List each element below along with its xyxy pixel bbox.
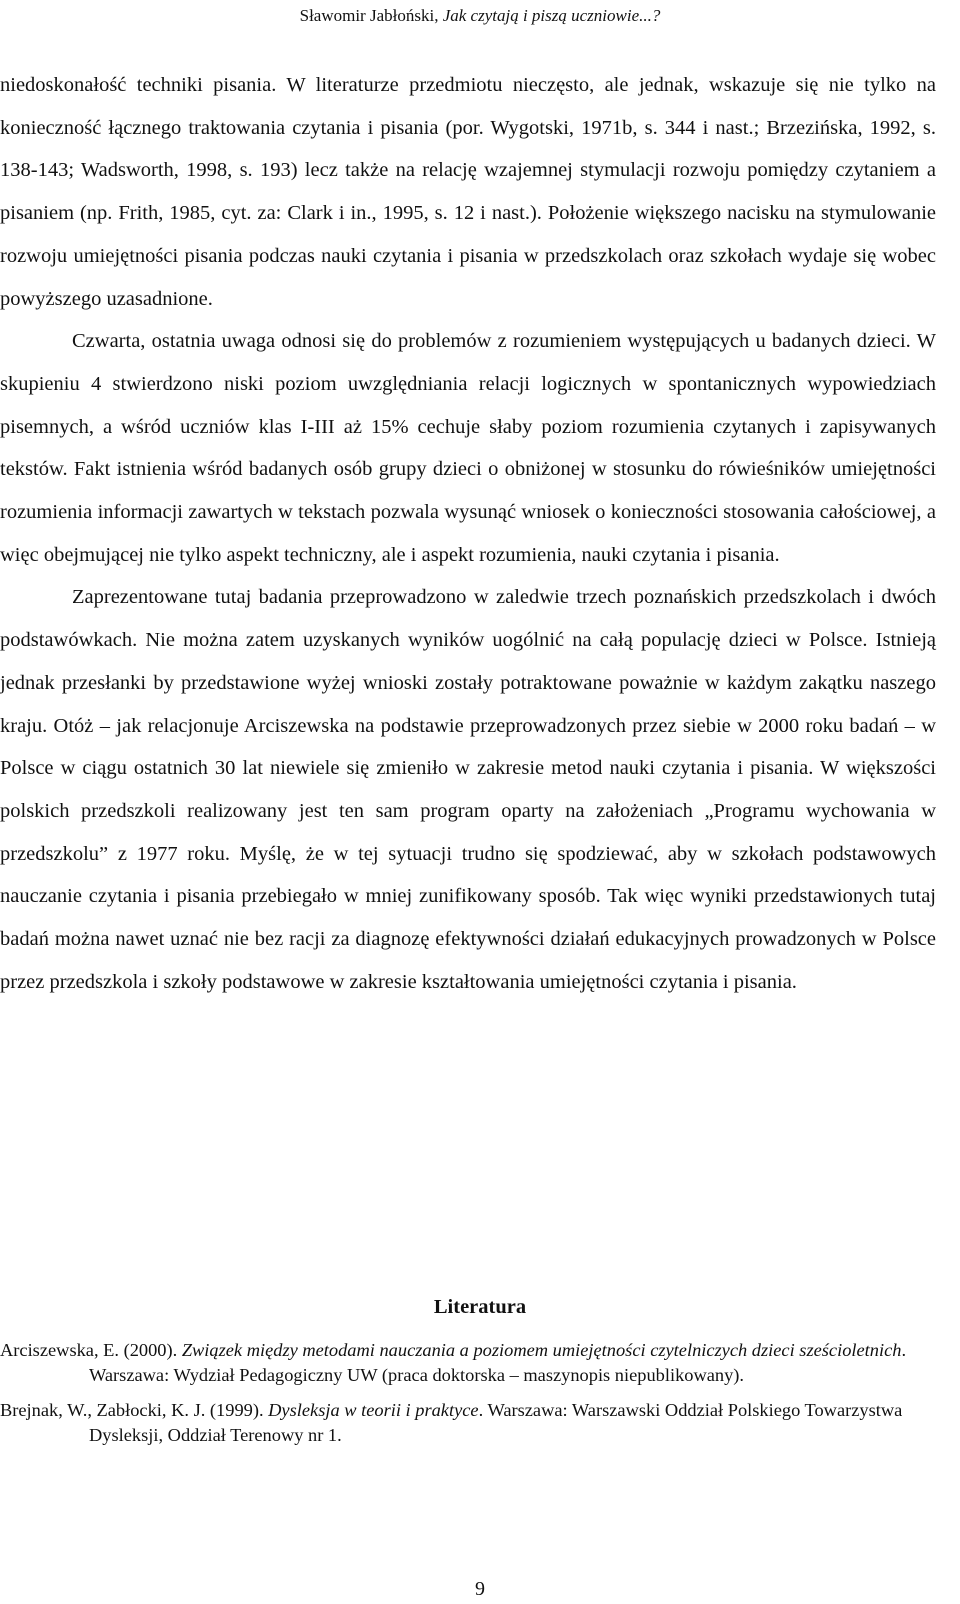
reference-authors: Arciszewska, E. (2000). (0, 1340, 182, 1360)
body-text (0, 64, 936, 1003)
reference-title: Związek między metodami nauczania a poziomem umiejętności czytelniczych dzieci sześcioletnich (181, 1340, 902, 1360)
reference-authors: Brejnak, W., Zabłocki, K. J. (1999). (0, 1400, 269, 1420)
reference-entry (0, 1338, 936, 1388)
section-heading-literatura: Literatura (433, 1296, 527, 1318)
reference-title: Dysleksja w teorii i praktyce (268, 1400, 479, 1420)
running-header (0, 4, 960, 28)
paragraph-3: Zaprezentowane tutaj badania przeprowadzono w zaledwie trzech poznańskich przedszkolach i dwóch podstawówkach. Nie można zatem uzyskanych wyników uogólnić na całą populację dzieci w Polsce. Istnieją jednak przesłanki by przedstawione wyżej wnioski zostały potraktowane poważnie w każdym zakątku naszego kraju. Otóż – jak relacjonuje Arciszewska na podstawie przeprowadzonych przez siebie w 2000 roku badań – w Polsce w ciągu ostatnich 30 lat niewiele się zmieniło w zakresie metod nauki czytania i pisania. W większości polskich przedszkoli realizowany jest ten sam program oparty na założeniach „Programu wychowania w przedszkolu” z 1977 roku. Myślę, że w tej sytuacji trudno się spodziewać, aby w szkołach podstawowych nauczanie czytania i pisania przebiegało w mniej zunifikowany sposób. Tak więc wyniki przedstawionych tutaj badań można nawet uznać nie bez racji za diagnozę efektywności działań edukacyjnych prowadzonych w Polsce przez przedszkola i szkoły podstawowe w zakresie kształtowania umiejętności czytania i pisania. (0, 586, 936, 993)
page-number: 9 (475, 1578, 485, 1600)
header-book-title: Jak czytają i piszą uczniowie...? (442, 6, 661, 25)
reference-entry (0, 1398, 936, 1448)
paragraph-2: Czwarta, ostatnia uwaga odnosi się do problemów z rozumieniem występujących u badanych dzieci. W skupieniu 4 stwierdzono niski poziom uwzględniania relacji logicznych w spontanicznych wypowiedziach pisemnych, a wśród uczniów klas I-III aż 15% cechuje słaby poziom rozumienia czytanych i zapisywanych tekstów. Fakt istnienia wśród badanych osób grupy dzieci o obniżonej w stosunku do rówieśników umiejętności rozumienia informacji zawartych w tekstach pozwala wysunąć wniosek o konieczności stosowania całościowej, a więc obejmującej nie tylko aspekt techniczny, ale i aspekt rozumienia, nauki czytania i pisania. (0, 330, 936, 566)
reference-list (0, 1338, 936, 1458)
header-author: Sławomir Jabłoński, (299, 6, 443, 25)
paragraph-1: niedoskonałość techniki pisania. W literaturze przedmiotu nieczęsto, ale jednak, wskazuje się nie tylko na konieczność łącznego traktowania czytania i pisania (por. Wygotski, 1971b, s. 344 i nast.; Brzezińska, 1992, s. 138-143; Wadsworth, 1998, s. 193) lecz także na relację wzajemnej stymulacji rozwoju pomiędzy czytaniem a pisaniem (np. Frith, 1985, cyt. za: Clark i in., 1995, s. 12 i nast.). Położenie większego nacisku na stymulowanie rozwoju umiejętności pisania podczas nauki czytania i pisania w przedszkolach oraz szkołach wydaje się wobec powyższego uzasadnione. (0, 74, 936, 310)
reference-publisher: . Warszawa: Warszawski Oddział Polskiego Towarzystwa Dysleksji, Oddział Terenowy nr 1. (89, 1400, 903, 1445)
reference-publisher: . Warszawa: Wydział Pedagogiczny UW (praca doktorska – maszynopis niepublikowany). (89, 1340, 907, 1385)
